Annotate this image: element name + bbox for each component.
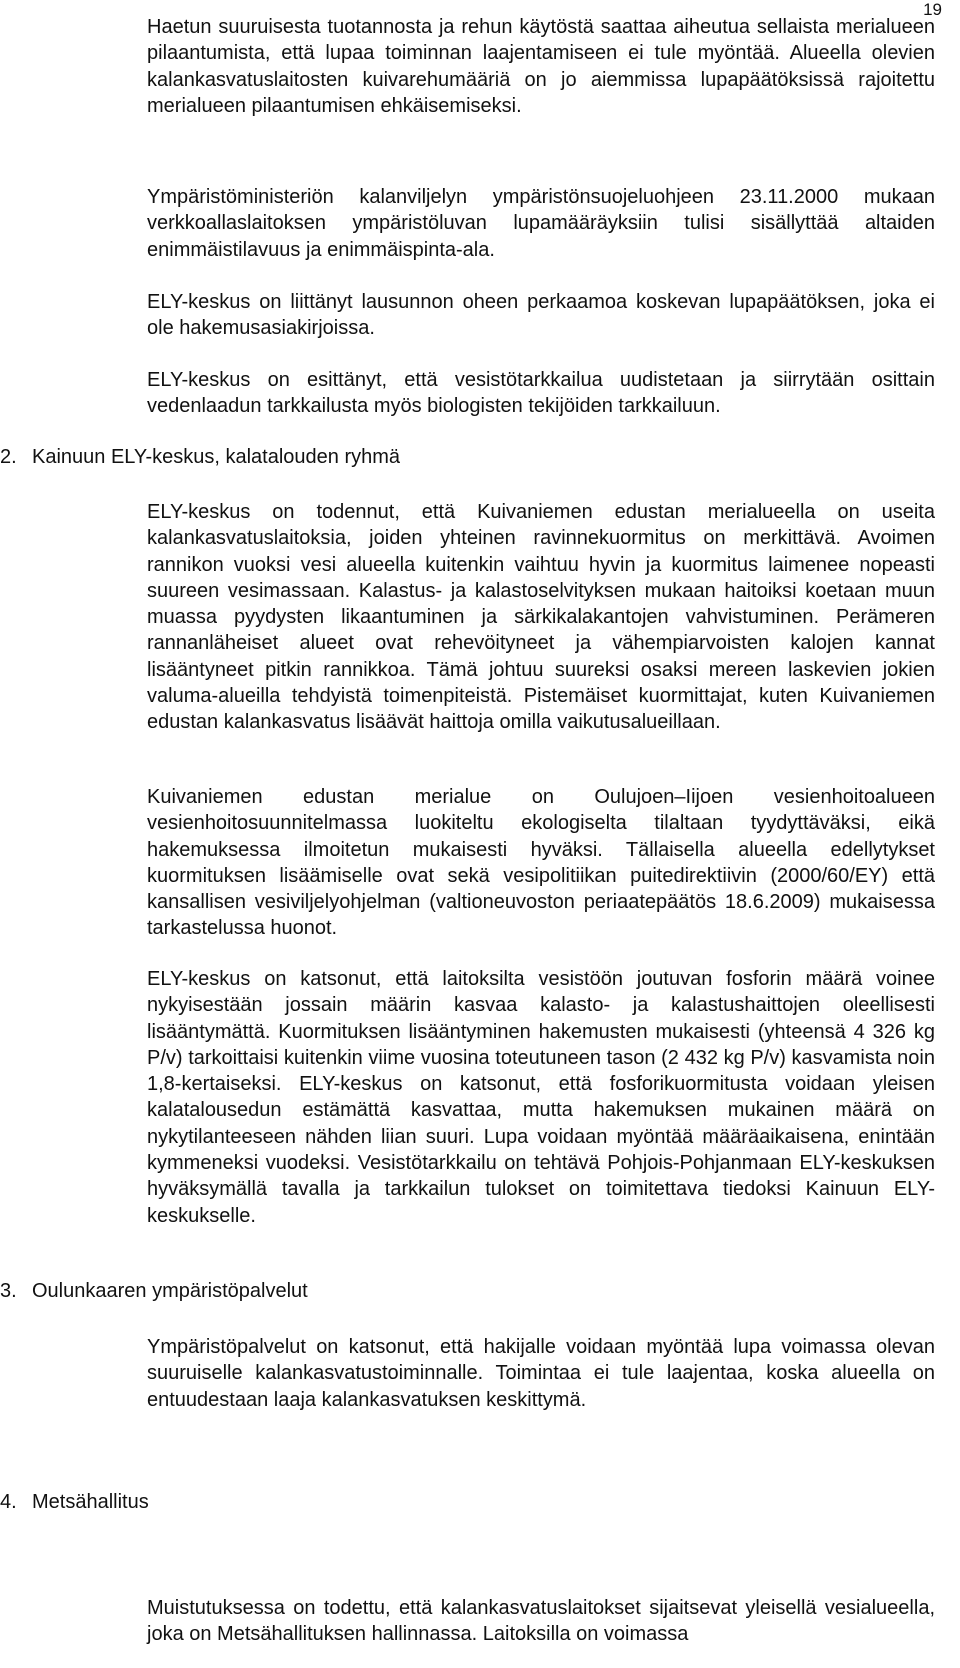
- paragraph-ymparistoministerion-ohje: Ympäristöministeriön kalanviljelyn ympäristönsuojeluohjeen 23.11.2000 mukaan verkkoallaslaitoksen ympäristöluvan lupamääräyksiin tulisi sisällyttää altaiden enimmäistilavuus ja enimmäispinta-ala.: [147, 186, 935, 261]
- section-heading-oulunkaari: [0, 1278, 308, 1304]
- paragraph-kuivaniemen-merialue: ELY-keskus on todennut, että Kuivaniemen edustan merialueella on useita kalankasvatuslaitoksia, joiden yhteinen ravinnekuormitus on merkittävä. Avoimen rannikon vuoksi vesi alueella kuitenkin vaihtuu hyvin ja kuormitus laimenee nopeasti suureen vesimassaan. Kalastus- ja kalastoselvityksen mukaan haitoiksi koetaan muun muassa pyydysten likaantuminen ja särkikalakantojen vahvistuminen. Perämeren rannanläheiset alueet ovat rehevöityneet ja vähempiarvoisten kalojen kannat lisääntyneet pitkin rannikkoa. Tämä johtuu suureksi osaksi mereen laskevien jokien valuma-alueilla tehdyistä toimenpiteistä. Pistemäiset kuormittajat, kuten Kuivaniemen edustan kalankasvatus lisäävät haittoja omilla vaikutusalueillaan.: [147, 501, 935, 734]
- section-number: 4.: [0, 1491, 17, 1513]
- paragraph-fosforikuormitus: ELY-keskus on katsonut, että laitoksilta vesistöön joutuvan fosforin määrä voinee nykyisestään jossain määrin kasvaa kalasto- ja kalastushaittojen oleellisesti lisääntymättä. Kuormituksen lisääntyminen hakemusten mukaisesti (yhteensä 4 326 kg P/v) tarkoittaisi kuitenkin viime vuosina toteutuneen tason (2 432 kg P/v) kasvamista noin 1,8-kertaiseksi. ELY-keskus on katsonut, että fosforikuormitusta voidaan yleisen kalatalousedun estämättä kasvattaa, mutta hakemuksen mukainen määrä on nykytilanteeseen nähden liian suuri. Lupa voidaan myöntää määräaikaisena, enintään kymmeneksi vuodeksi. Vesistötarkkailu on tehtävä Pohjois-Pohjanmaan ELY-keskuksen hyväksymällä tavalla ja tarkkailun tulokset on toimitettava tiedoksi Kainuun ELY-keskukselle.: [147, 968, 935, 1227]
- section-title: Kainuun ELY-keskus, kalatalouden ryhmä: [32, 446, 401, 468]
- paragraph-ymparistopalvelut: Ympäristöpalvelut on katsonut, että hakijalle voidaan myöntää lupa voimassa olevan suuruiselle kalankasvatustoiminnalle. Toimintaa ei tule laajentaa, koska alueella on entuudestaan laaja kalankasvatuksen keskittymä.: [147, 1336, 935, 1411]
- paragraph-vesienhoitosuunnitelma: Kuivaniemen edustan merialue on Oulujoen–Iijoen vesienhoitoalueen vesienhoitosuunnitelmassa luokiteltu ekologiselta tilaltaan tyydyttäväksi, eikä hakemuksessa ilmoitetun mukaisesti hyväksi. Tällaisella alueella edellytykset kuormituksen lisäämiselle ovat sekä vesipolitiikan puitedirektiivin (2000/60/EY) että kansallisen vesiviljelyohjelman (valtioneuvoston periaatepäätös 18.6.2009) mukaisessa tarkastelussa huonot.: [147, 786, 935, 940]
- section-title: Oulunkaaren ympäristöpalvelut: [32, 1280, 308, 1302]
- paragraph-vesistotarkkailu: ELY-keskus on esittänyt, että vesistötarkkailua uudistetaan ja siirrytään osittain vedenlaadun tarkkailusta myös biologisten tekijöiden tarkkailuun.: [147, 369, 935, 418]
- section-title: Metsähallitus: [32, 1491, 149, 1513]
- section-number: 3.: [0, 1280, 17, 1302]
- page-number: 19: [923, 0, 942, 19]
- paragraph-rehun-kaytto: Haetun suuruisesta tuotannosta ja rehun käytöstä saattaa aiheutua sellaista merialueen pilaantumista, että lupaa toiminnan laajentamiseen ei tule myöntää. Alueella olevien kalankasvatuslaitosten kuivarehumääriä on jo aiemmissa lupapäätöksissä rajoitettu merialueen pilaantumisen ehkäisemiseksi.: [147, 16, 935, 117]
- section-heading-kainuun-ely: [0, 444, 400, 470]
- section-heading-metsahallitus: [0, 1489, 149, 1515]
- paragraph-muistutus: Muistutuksessa on todettu, että kalankasvatuslaitokset sijaitsevat yleisellä vesialueella, joka on Metsähallituksen hallinnassa. Laitoksilla on voimassa: [147, 1597, 935, 1646]
- section-number: 2.: [0, 446, 17, 468]
- paragraph-perkaamo-lupapaatos: ELY-keskus on liittänyt lausunnon oheen perkaamoa koskevan lupapäätöksen, joka ei ole hakemusasiakirjoissa.: [147, 291, 935, 340]
